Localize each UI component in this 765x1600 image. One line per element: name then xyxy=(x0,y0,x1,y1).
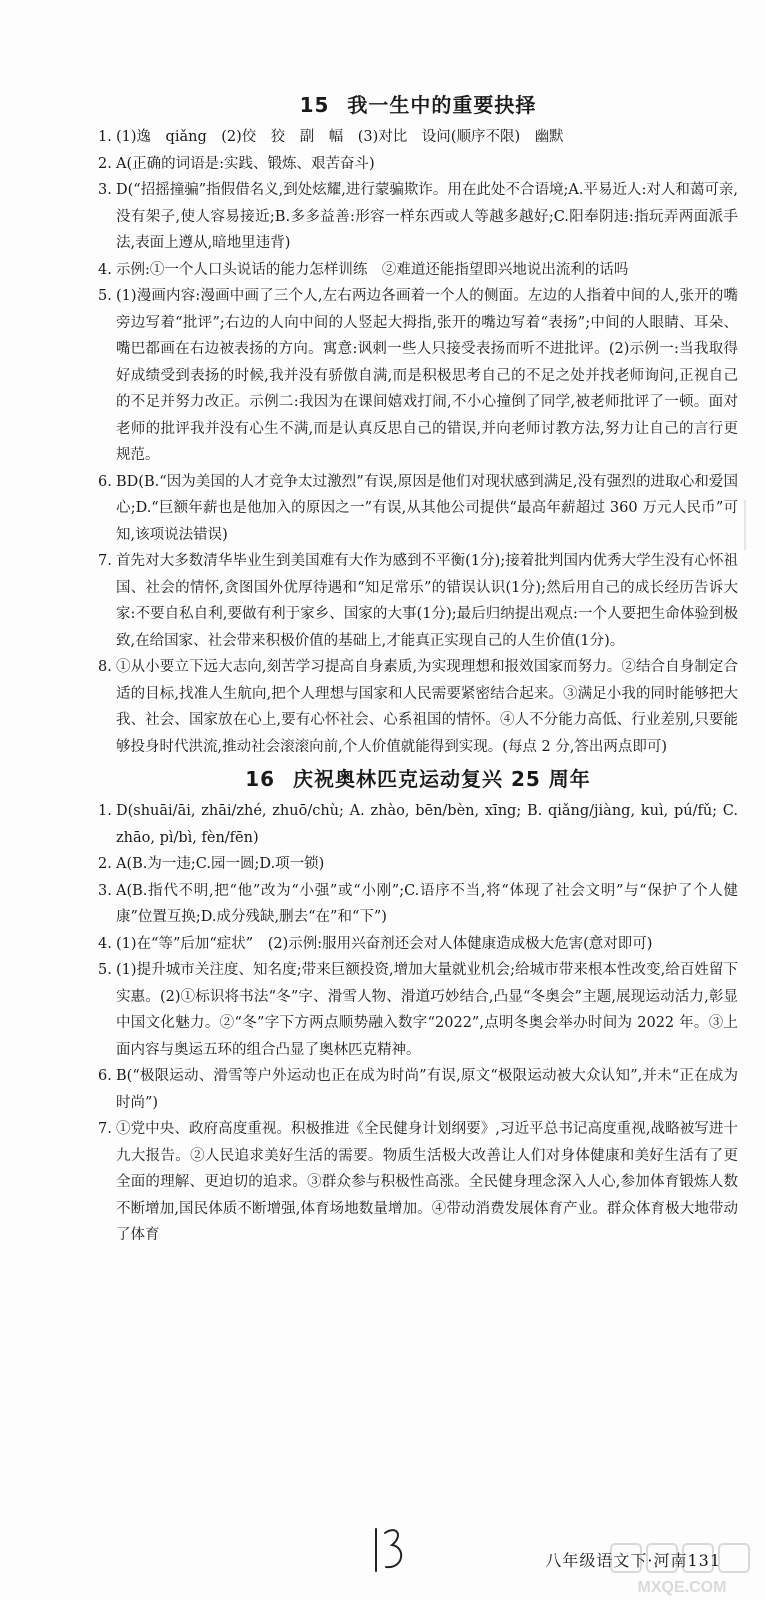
answer-item xyxy=(98,878,738,931)
answer-item xyxy=(98,548,738,654)
section-15-number: 15 xyxy=(299,93,330,117)
answer-index: 4. xyxy=(98,935,112,952)
answer-item xyxy=(98,124,738,151)
answer-index: 6. xyxy=(98,473,112,490)
answer-index: 3. xyxy=(98,882,112,899)
answer-index: 8. xyxy=(98,659,112,675)
answer-index: 7. xyxy=(98,1121,112,1137)
answer-text: A(正确的词语是:实践、锻炼、艰苦奋斗) xyxy=(116,155,375,172)
answer-text: (1)在“等”后加“症状” (2)示例:服用兴奋剂还会对人体健康造成极大危害(意对即可) xyxy=(116,935,653,952)
svg-text:MXQE.COM: MXQE.COM xyxy=(637,1579,727,1596)
answer-index: 5. xyxy=(98,962,112,978)
answer-item xyxy=(98,177,738,257)
answer-index: 4. xyxy=(98,261,112,278)
answer-item xyxy=(98,931,738,958)
answer-index: 7. xyxy=(98,553,112,569)
section-15 xyxy=(98,90,738,760)
section-16-number: 16 xyxy=(245,767,276,791)
watermark-logo xyxy=(607,1540,757,1596)
answer-index: 1. xyxy=(98,129,112,145)
answer-text: BD(B.“因为美国的人才竞争太过激烈”有误,原因是他们对现状感到满足,没有强烈的进取心和爱国心;D.“巨额年薪也是他加入的原因之一”有误,从其他公司提供“最高年薪超过 360 万元人民币”可知,该项说法错误) xyxy=(116,473,738,543)
answer-index: 3. xyxy=(98,182,112,198)
answer-text: ①从小要立下远大志向,刻苦学习提高自身素质,为实现理想和报效国家而努力。②结合自身制定合适的目标,找准人生航向,把个人理想与国家和人民需要紧密结合起来。③满足小我的同时能够把大我、社会、国家放在心上,要有心怀社会、心系祖国的情怀。④人不分能力高低、行业差别,只要能够投身时代洪流,推动社会滚滚向前,个人价值就能得到实现。(每点 2 分,答出两点即可) xyxy=(116,659,738,755)
answer-text: D(shuāi/āi, zhāi/zhé, zhuō/chù; A. zhào, bēn/bèn, xīng; B. qiǎng/jiàng, kuì, pú/fǔ; C. zhāo, pì/bì, fèn/fēn) xyxy=(116,803,738,846)
footer-label: 八年级语文下·河南 xyxy=(545,1551,688,1570)
answer-text: ①党中央、政府高度重视。积极推进《全民健身计划纲要》,习近平总书记高度重视,战略被写进十九大报告。②人民追求美好生活的需要。物质生活极大改善让人们对身体健康和美好生活有了更全面的理解、更迫切的追求。③群众参与积极性高涨。全民健身理念深入人心,参加体育锻炼人数不断增加,国民体质不断增强,体育场地数量增加。④带动消费发展体育产业。群众体育极大地带动了体育 xyxy=(116,1121,738,1243)
answer-item xyxy=(98,1116,738,1249)
answer-index: 2. xyxy=(98,856,112,872)
answer-item xyxy=(98,469,738,549)
section-16 xyxy=(98,764,738,1249)
section-16-title-text: 庆祝奥林匹克运动复兴 25 周年 xyxy=(293,767,591,791)
footer-page-number: 131 xyxy=(687,1551,721,1570)
answer-text: A(B.为一违;C.园一圆;D.项一锁) xyxy=(116,856,325,872)
answer-content xyxy=(98,90,738,1249)
answer-text: 示例:①一个人口头说话的能力怎样训练 ②难道还能指望即兴地说出流利的话吗 xyxy=(116,261,629,278)
answer-index: 6. xyxy=(98,1068,112,1084)
answer-item xyxy=(98,1063,738,1116)
answer-item xyxy=(98,957,738,1063)
answer-text: 首先对大多数清华毕业生到美国难有大作为感到不平衡(1分);接着批判国内优秀大学生没有心怀祖国、社会的情怀,贪图国外优厚待遇和“知足常乐”的错误认识(1分);然后用自己的成长经历告诉大家:不要自私自利,要做有利于家乡、国家的大事(1分);最后归纳提出观点:一个人要把生命体验到极致,在给国家、社会带来积极价值的基础上,才能真正实现自己的人生价值(1分)。 xyxy=(116,553,738,649)
answer-item xyxy=(98,851,738,878)
answer-index: 2. xyxy=(98,155,112,172)
section-15-title xyxy=(98,90,738,120)
section-16-title xyxy=(98,764,738,794)
answer-item xyxy=(98,257,738,284)
answer-index: 1. xyxy=(98,803,112,819)
answer-text: (1)逸 qiǎng (2)佼 狡 副 幅 (3)对比 设问(顺序不限) 幽默 xyxy=(116,129,564,145)
answer-item xyxy=(98,654,738,760)
answer-text: D(“招摇撞骗”指假借名义,到处炫耀,进行蒙骗欺诈。用在此处不合语境;A.平易近人:对人和蔼可亲,没有架子,使人容易接近;B.多多益善:形容一样东西或人等越多越好;C.阳奉阴违:指玩弄两面派手法,表面上遵从,暗地里违背) xyxy=(116,182,738,251)
scan-edge-mark xyxy=(744,500,746,550)
answer-text: B(“极限运动、滑雪等户外运动也正在成为时尚”有误,原文“极限运动被大众认知”,并未“正在成为时尚”) xyxy=(116,1068,738,1111)
answer-text: A(B.指代不明,把“他”改为“小强”或“小刚”;C.语序不当,将“体现了社会文明”与“保护了个人健康”位置互换;D.成分残缺,删去“在”和“下”) xyxy=(116,882,738,925)
answer-text: (1)提升城市关注度、知名度;带来巨额投资,增加大量就业机会;给城市带来根本性改变,给百姓留下实惠。(2)①标识将书法“冬”字、滑雪人物、滑道巧妙结合,凸显“冬奥会”主题,展现运动活力,彰显中国文化魅力。②“冬”字下方两点顺势融入数字“2022”,点明冬奥会举办时间为 2022 年。③上面内容与奥运五环的组合凸显了奥林匹克精神。 xyxy=(116,962,738,1058)
answer-text: (1)漫画内容:漫画中画了三个人,左右两边各画着一个人的侧面。左边的人指着中间的人,张开的嘴旁边写着“批评”;右边的人向中间的人竖起大拇指,张开的嘴边写着“表扬”;中间的人眼睛、耳朵、嘴巴都画在右边被表扬的方向。寓意:讽刺一些人只接受表扬而听不进批评。(2)示例一:当我取得好成绩受到表扬的时候,我并没有骄傲自满,而是积极思考自己的不足之处并找老师询问,正视自己的不足并努力改正。示例二:我因为在课间嬉戏打闹,不小心撞倒了同学,被老师批评了一顿。面对老师的批评我并没有心生不满,而是认真反思自己的错误,并向老师讨教方法,努力让自己的言行更规范。 xyxy=(116,288,738,463)
answer-index: 5. xyxy=(98,288,112,304)
answer-item xyxy=(98,283,738,469)
section-15-title-text: 我一生中的重要抉择 xyxy=(347,93,537,117)
answer-item xyxy=(98,151,738,178)
answer-item xyxy=(98,798,738,851)
handwritten-page-number xyxy=(368,1523,408,1575)
